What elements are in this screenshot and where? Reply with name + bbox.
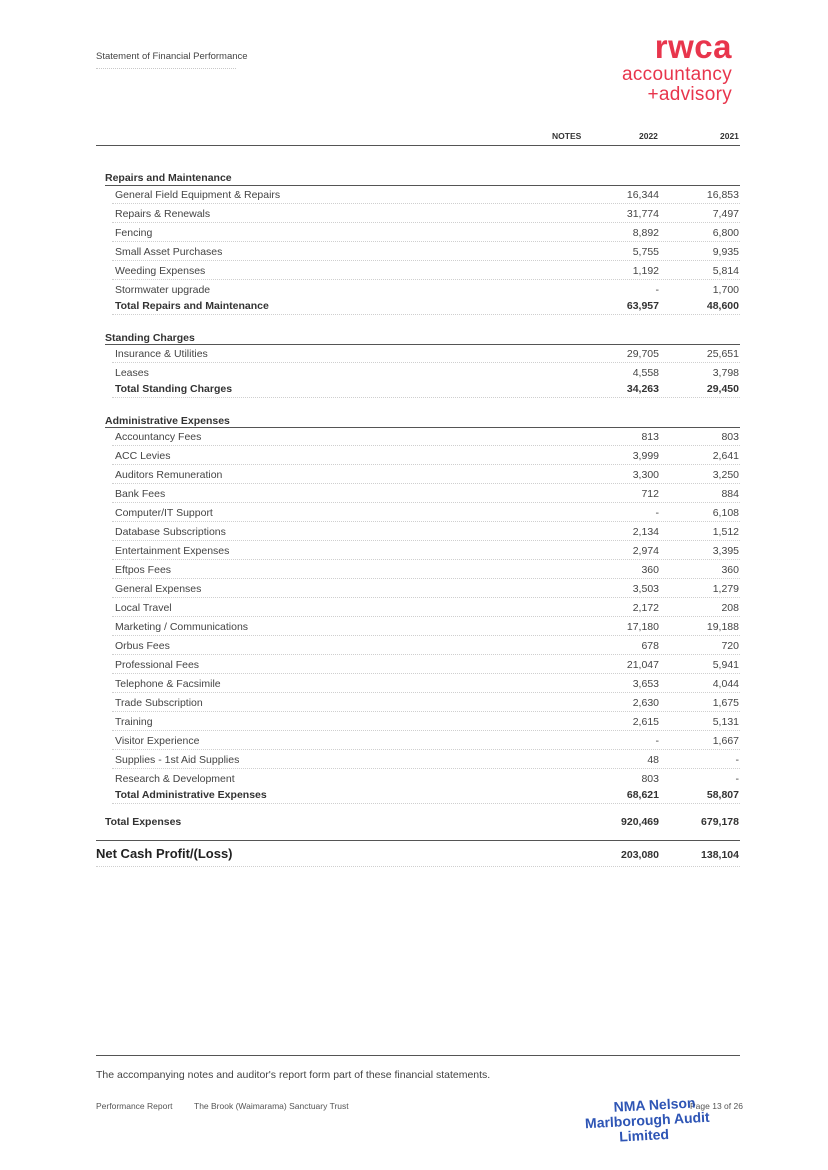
net-bottom-rule	[96, 866, 740, 867]
row-value-2022: 3,503	[632, 583, 659, 595]
row-value-2021: 1,675	[712, 697, 739, 709]
row-value-2022: 17,180	[626, 621, 659, 633]
row-divider	[112, 464, 740, 465]
row-value-2021: 3,250	[712, 469, 739, 481]
row-value-2021: -	[735, 754, 739, 766]
table-row	[0, 246, 828, 265]
row-label: Telephone & Facsimile	[115, 678, 221, 690]
document-title: Statement of Financial Performance	[96, 51, 248, 62]
row-label: Database Subscriptions	[115, 526, 226, 538]
net-value-2022: 203,080	[621, 849, 659, 861]
row-label: General Field Equipment & Repairs	[115, 189, 281, 201]
row-value-2021: 803	[721, 431, 739, 443]
row-label: Training	[115, 716, 153, 728]
row-divider	[112, 222, 740, 223]
table-row	[0, 583, 828, 602]
section-rule	[105, 344, 740, 345]
net-label: Net Cash Profit/(Loss)	[96, 846, 233, 861]
row-divider	[112, 314, 740, 315]
row-value-2021: 6,108	[712, 507, 739, 519]
table-row	[0, 659, 828, 678]
row-value-2022: 31,774	[626, 208, 659, 220]
total-expenses-row	[0, 816, 828, 835]
table-row	[0, 602, 828, 621]
table-row	[0, 697, 828, 716]
section-title-repairs: Repairs and Maintenance	[105, 172, 232, 184]
row-label: Supplies - 1st Aid Supplies	[115, 754, 240, 766]
row-value-2021: 4,044	[712, 678, 739, 690]
table-row	[0, 678, 828, 697]
rwca-logo	[622, 30, 732, 104]
row-label: Computer/IT Support	[115, 507, 213, 519]
row-divider	[112, 483, 740, 484]
row-value-2021: 19,188	[706, 621, 739, 633]
header-rule	[96, 145, 740, 146]
row-value-2022: 63,957	[626, 300, 659, 312]
section-rule	[105, 427, 740, 428]
row-label: Auditors Remuneration	[115, 469, 223, 481]
row-value-2022: 21,047	[626, 659, 659, 671]
row-label: Repairs & Renewals	[115, 208, 211, 220]
row-value-2022: 360	[641, 564, 659, 576]
table-row	[0, 526, 828, 545]
row-value-2021: 2,641	[712, 450, 739, 462]
row-value-2022: 34,263	[626, 383, 659, 395]
stamp-line-3: Limited	[618, 1126, 670, 1145]
column-header-2022: 2022	[639, 131, 658, 141]
table-row	[0, 469, 828, 488]
column-header-notes: NOTES	[552, 131, 582, 141]
table-row	[0, 735, 828, 754]
row-label: Fencing	[115, 227, 153, 239]
row-value-2022: 68,621	[626, 789, 659, 801]
row-value-2021: 1,512	[712, 526, 739, 538]
row-divider	[112, 397, 740, 398]
row-label: Local Travel	[115, 602, 172, 614]
row-divider	[112, 241, 740, 242]
row-value-2022: 4,558	[632, 367, 659, 379]
row-value-2022: 712	[641, 488, 659, 500]
row-value-2022: -	[655, 735, 659, 747]
row-value-2022: 678	[641, 640, 659, 652]
row-value-2022: 3,300	[632, 469, 659, 481]
logo-line-1: rwca	[654, 28, 732, 65]
table-row	[0, 564, 828, 583]
row-value-2021: 29,450	[706, 383, 739, 395]
row-label: Professional Fees	[115, 659, 200, 671]
footer-note: The accompanying notes and auditor's report form part of these financial statements.	[96, 1069, 491, 1081]
row-label: Weeding Expenses	[115, 265, 206, 277]
row-value-2022: 48	[647, 754, 659, 766]
row-value-2022: 3,999	[632, 450, 659, 462]
row-label: ACC Levies	[115, 450, 171, 462]
row-value-2021: 1,279	[712, 583, 739, 595]
subtotal-row-repairs	[0, 300, 828, 319]
row-value-2021: 5,814	[712, 265, 739, 277]
subtotal-row-admin	[0, 789, 828, 808]
row-value-2022: -	[655, 507, 659, 519]
table-row	[0, 450, 828, 469]
row-value-2022: -	[655, 284, 659, 296]
table-row	[0, 189, 828, 208]
row-divider	[112, 616, 740, 617]
row-divider	[112, 502, 740, 503]
column-header-2021: 2021	[720, 131, 739, 141]
logo-line-3: +advisory	[647, 84, 732, 105]
row-divider	[112, 654, 740, 655]
row-value-2021: 1,667	[712, 735, 739, 747]
row-divider	[112, 692, 740, 693]
row-divider	[112, 711, 740, 712]
row-value-2022: 2,134	[632, 526, 659, 538]
row-value-2022: 803	[641, 773, 659, 785]
row-value-2022: 2,630	[632, 697, 659, 709]
row-label: Accountancy Fees	[115, 431, 202, 443]
row-label: General Expenses	[115, 583, 202, 595]
row-value-2022: 5,755	[632, 246, 659, 258]
row-label: Stormwater upgrade	[115, 284, 211, 296]
footer-entity-name: The Brook (Waimarama) Sanctuary Trust	[194, 1101, 349, 1111]
row-value-2021: 25,651	[706, 348, 739, 360]
row-value-2021: -	[735, 773, 739, 785]
row-divider	[112, 260, 740, 261]
row-divider	[112, 279, 740, 280]
footer-rule	[96, 1055, 740, 1056]
row-label: Total Administrative Expenses	[115, 789, 267, 801]
section-rule	[105, 185, 740, 186]
row-value-2021: 679,178	[701, 816, 739, 828]
row-divider	[112, 768, 740, 769]
table-row	[0, 488, 828, 507]
row-label: Trade Subscription	[115, 697, 203, 709]
row-value-2021: 7,497	[712, 208, 739, 220]
row-label: Small Asset Purchases	[115, 246, 223, 258]
row-label: Total Standing Charges	[115, 383, 233, 395]
section-title-admin: Administrative Expenses	[105, 415, 230, 427]
row-value-2022: 29,705	[626, 348, 659, 360]
row-divider	[112, 540, 740, 541]
net-value-2021: 138,104	[701, 849, 739, 861]
row-value-2021: 3,395	[712, 545, 739, 557]
row-divider	[112, 673, 740, 674]
table-row	[0, 754, 828, 773]
row-value-2021: 884	[721, 488, 739, 500]
row-value-2021: 9,935	[712, 246, 739, 258]
row-value-2021: 5,131	[712, 716, 739, 728]
row-value-2022: 8,892	[632, 227, 659, 239]
table-row	[0, 348, 828, 367]
row-value-2022: 813	[641, 431, 659, 443]
subtotal-row-standing	[0, 383, 828, 402]
section-title-standing: Standing Charges	[105, 332, 195, 344]
row-divider	[112, 578, 740, 579]
row-value-2022: 1,192	[632, 265, 659, 277]
row-label: Orbus Fees	[115, 640, 170, 652]
row-value-2021: 5,941	[712, 659, 739, 671]
page-number: Page 13 of 26	[690, 1101, 743, 1111]
row-label: Total Repairs and Maintenance	[115, 300, 269, 312]
title-underline	[96, 68, 236, 69]
row-value-2022: 2,974	[632, 545, 659, 557]
row-value-2021: 1,700	[712, 284, 739, 296]
row-value-2021: 58,807	[706, 789, 739, 801]
row-value-2021: 16,853	[706, 189, 739, 201]
table-row	[0, 265, 828, 284]
row-label: Marketing / Communications	[115, 621, 249, 633]
row-value-2022: 2,172	[632, 602, 659, 614]
stamp-line-1: NMA Nelson	[613, 1094, 696, 1115]
row-label: Insurance & Utilities	[115, 348, 208, 360]
table-row	[0, 621, 828, 640]
table-row	[0, 545, 828, 564]
row-divider	[112, 203, 740, 204]
row-label: Visitor Experience	[115, 735, 200, 747]
row-divider	[112, 635, 740, 636]
row-value-2021: 720	[721, 640, 739, 652]
row-value-2022: 920,469	[621, 816, 659, 828]
row-divider	[112, 749, 740, 750]
row-value-2022: 3,653	[632, 678, 659, 690]
row-divider	[112, 597, 740, 598]
logo-line-2: accountancy	[622, 64, 732, 85]
row-label: Leases	[115, 367, 149, 379]
table-row	[0, 208, 828, 227]
row-divider	[112, 559, 740, 560]
row-divider	[112, 521, 740, 522]
row-value-2021: 3,798	[712, 367, 739, 379]
row-label: Total Expenses	[105, 816, 182, 828]
row-label: Bank Fees	[115, 488, 166, 500]
row-divider	[112, 362, 740, 363]
row-label: Entertainment Expenses	[115, 545, 230, 557]
row-value-2022: 16,344	[626, 189, 659, 201]
row-value-2021: 360	[721, 564, 739, 576]
audit-stamp	[584, 1095, 711, 1147]
net-top-rule	[96, 840, 740, 841]
row-label: Research & Development	[115, 773, 235, 785]
row-divider	[112, 730, 740, 731]
table-row	[0, 507, 828, 526]
row-value-2022: 2,615	[632, 716, 659, 728]
row-divider	[112, 803, 740, 804]
footer-report-name: Performance Report	[96, 1101, 173, 1111]
row-value-2021: 48,600	[706, 300, 739, 312]
row-divider	[112, 445, 740, 446]
stamp-line-2: Marlborough Audit	[584, 1108, 710, 1132]
row-value-2021: 208	[721, 602, 739, 614]
table-row	[0, 227, 828, 246]
row-value-2021: 6,800	[712, 227, 739, 239]
table-row	[0, 640, 828, 659]
table-row	[0, 431, 828, 450]
row-label: Eftpos Fees	[115, 564, 172, 576]
table-row	[0, 716, 828, 735]
